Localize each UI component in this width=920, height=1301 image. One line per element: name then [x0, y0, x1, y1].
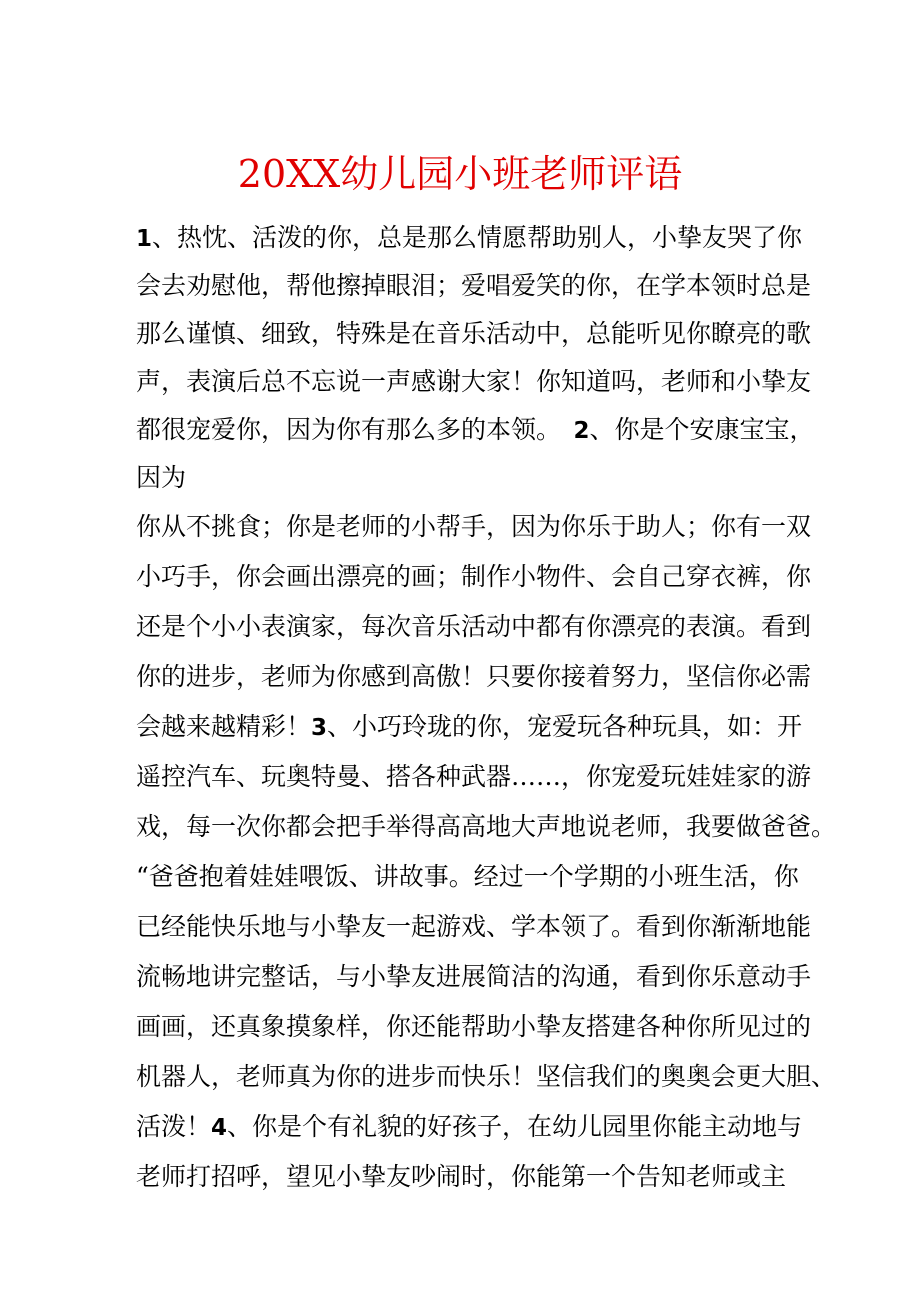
text-line: 画画，还真象摸象样，你还能帮助小挚友搭建各种你所见过的: [136, 1012, 812, 1041]
text-line: 都很宠爱你，因为你有那么多的本领。 2、你是个安康宝宝，: [136, 415, 815, 444]
item-number: 4: [211, 1115, 228, 1141]
text-line: 小巧手，你会画出漂亮的画；制作小物件、会自己穿衣裤，你: [136, 562, 812, 591]
text-line: 机器人，老师真为你的进步而快乐！坚信我们的奥奥会更大胆、: [136, 1062, 837, 1091]
item-number: 2: [573, 418, 590, 444]
text-line: 还是个小小表演家，每次音乐活动中都有你漂亮的表演。看到: [136, 612, 812, 641]
text-line: 老师打招呼，望见小挚友吵闹时，你能第一个告知老师或主: [136, 1162, 787, 1191]
text-line: 你从不挑食；你是老师的小帮手，因为你乐于助人；你有一双: [136, 512, 812, 541]
text-line: 那么谨慎、细致，特殊是在音乐活动中，总能听见你瞭亮的歌: [136, 319, 812, 348]
document-body: [136, 214, 837, 1202]
text-line: 会去劝慰他，帮他擦掉眼泪；爱唱爱笑的你，在学本领时总是: [136, 271, 812, 300]
item-number: 1: [136, 226, 153, 252]
document-title: 20XX幼儿园小班老师评语: [237, 152, 683, 196]
text-line: “爸爸抱着娃娃喂饭、讲故事。经过一个学期的小班生活，你: [136, 862, 799, 891]
text-line: 活泼！4、你是个有礼貌的好孩子，在幼儿园里你能主动地与: [136, 1112, 803, 1141]
text-line: 遥控汽车、玩奥特曼、搭各种武器……，你宠爱玩娃娃家的游: [136, 762, 812, 791]
item-number: 3: [311, 715, 328, 741]
text-line: 你的进步，老师为你感到高傲！只要你接着努力，坚信你必需: [136, 662, 812, 691]
text-line: 已经能快乐地与小挚友一起游戏、学本领了。看到你渐渐地能: [136, 912, 812, 941]
text-line: 会越来越精彩！3、小巧玲珑的你，宠爱玩各种玩具，如：开: [136, 712, 803, 741]
text-line: 声，表演后总不忘说一声感谢大家！你知道吗，老师和小挚友: [136, 367, 812, 396]
text-line: 戏，每一次你都会把手举得高高地大声地说老师，我要做爸爸。: [136, 812, 837, 841]
text-line: 流畅地讲完整话，与小挚友进展简洁的沟通，看到你乐意动手: [136, 962, 812, 991]
text-line: 因为: [136, 463, 187, 492]
text-line: 1、热忱、活泼的你，总是那么情愿帮助别人，小挚友哭了你: [136, 223, 803, 252]
